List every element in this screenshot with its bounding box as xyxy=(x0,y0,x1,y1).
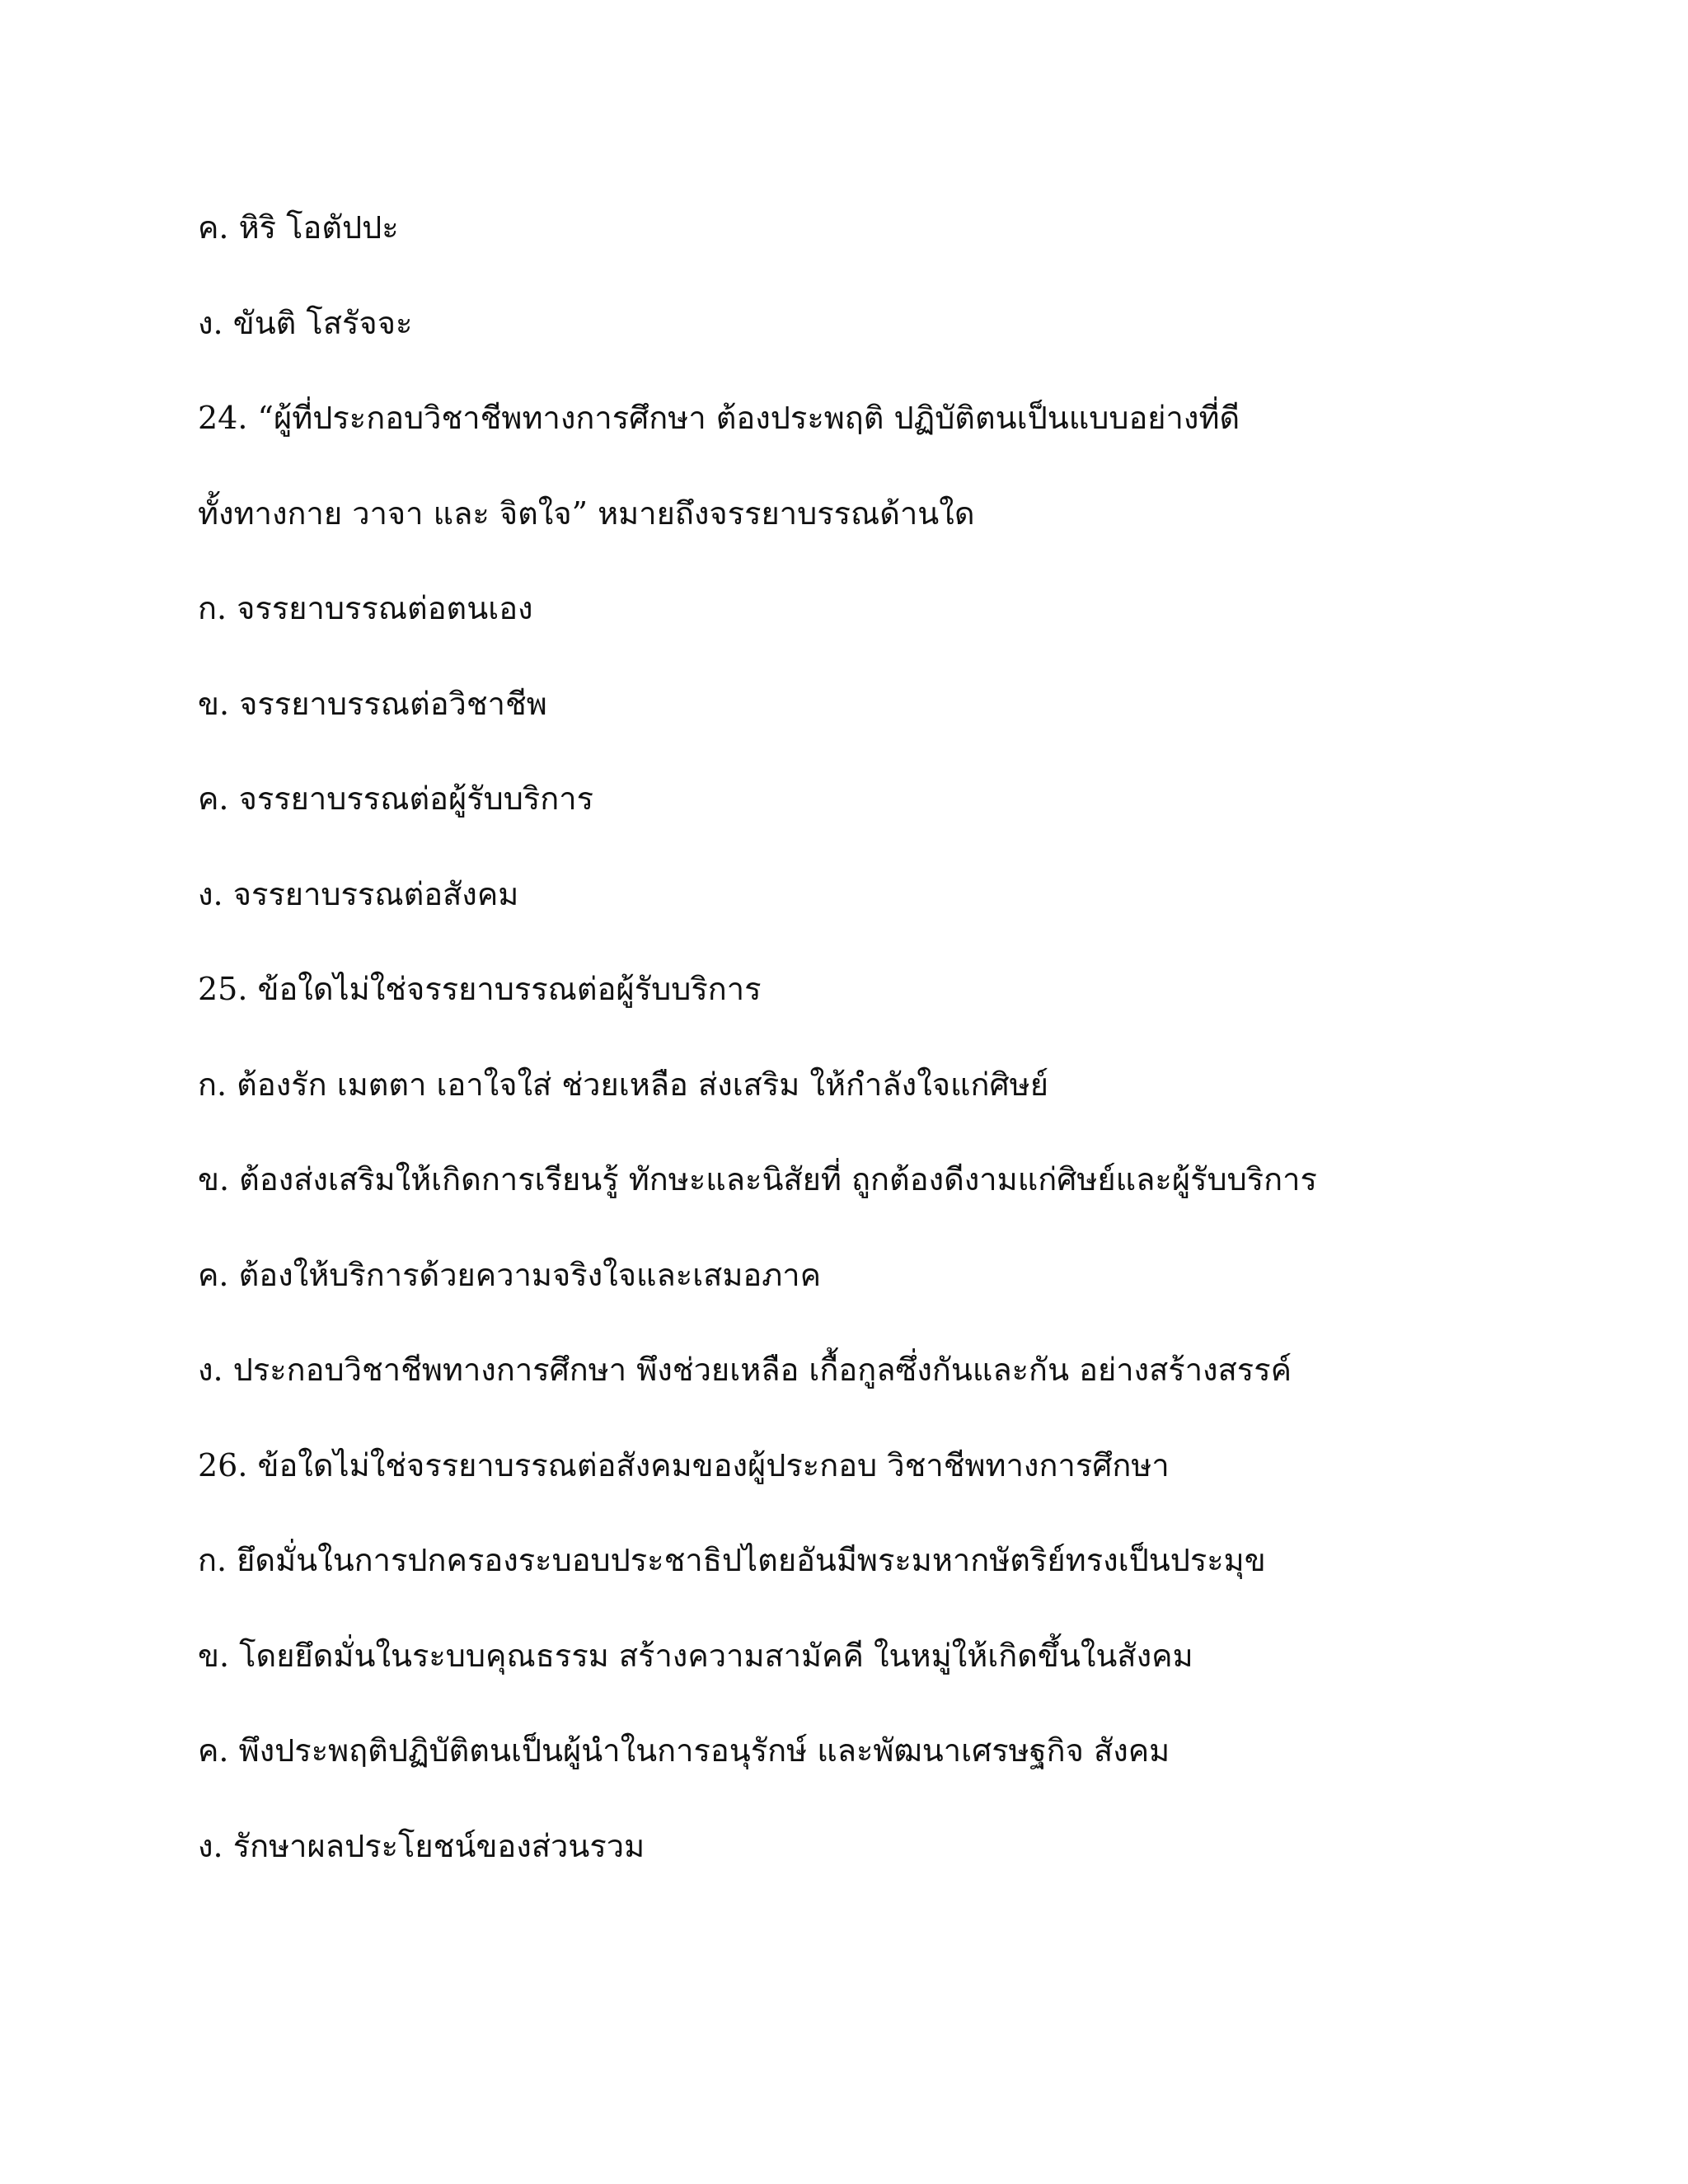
option-d-q24: ง. จรรยาบรรณต่อสังคม xyxy=(198,875,519,912)
option-d-q26: ง. รักษาผลประโยชน์ของส่วนรวม xyxy=(198,1827,645,1864)
question-26: 26. ข้อใดไม่ใช่จรรยาบรรณต่อสังคมของผู้ประกอบ วิชาชีพทางการศึกษา xyxy=(198,1446,1170,1483)
option-c-q24: ค. จรรยาบรรณต่อผู้รับบริการ xyxy=(198,780,594,817)
option-b-q26: ข. โดยยึดมั่นในระบบคุณธรรม สร้างความสามัคคี ในหมู่ให้เกิดขึ้นในสังคม xyxy=(198,1637,1193,1674)
option-d-q23: ง. ขันติ โสรัจจะ xyxy=(198,304,413,341)
question-25: 25. ข้อใดไม่ใช่จรรยาบรรณต่อผู้รับบริการ xyxy=(198,971,762,1007)
question-24-line-1: 24. “ผู้ที่ประกอบวิชาชีพทางการศึกษา ต้องประพฤติ ปฏิบัติตนเป็นแบบอย่างที่ดี xyxy=(198,400,1240,436)
document-body xyxy=(198,203,1599,1916)
option-c-q25: ค. ต้องให้บริการด้วยความจริงใจและเสมอภาค xyxy=(198,1256,822,1293)
option-a-q24: ก. จรรยาบรรณต่อตนเอง xyxy=(198,590,533,626)
option-a-q26: ก. ยึดมั่นในการปกครองระบอบประชาธิปไตยอันมีพระมหากษัตริย์ทรงเป็นประมุข xyxy=(198,1542,1266,1578)
option-c-q23: ค. หิริ โอตัปปะ xyxy=(198,209,399,246)
option-a-q25: ก. ต้องรัก เมตตา เอาใจใส่ ช่วยเหลือ ส่งเสริม ให้กำลังใจแก่ศิษย์ xyxy=(198,1066,1048,1103)
option-b-q24: ข. จรรยาบรรณต่อวิชาชีพ xyxy=(198,685,547,722)
option-d-q25: ง. ประกอบวิชาชีพทางการศึกษา พึงช่วยเหลือ เกื้อกูลซึ่งกันและกัน อย่างสร้างสรรค์ xyxy=(198,1352,1292,1388)
option-c-q26: ค. พึงประพฤติปฏิบัติตนเป็นผู้นำในการอนุรักษ์ และพัฒนาเศรษฐกิจ สังคม xyxy=(198,1732,1170,1769)
option-b-q25: ข. ต้องส่งเสริมให้เกิดการเรียนรู้ ทักษะและนิสัยที่ ถูกต้องดีงามแก่ศิษย์และผู้รับบริการ xyxy=(198,1161,1317,1197)
question-24-line-2: ทั้งทางกาย วาจา และ จิตใจ” หมายถึงจรรยาบรรณด้านใด xyxy=(198,494,975,532)
